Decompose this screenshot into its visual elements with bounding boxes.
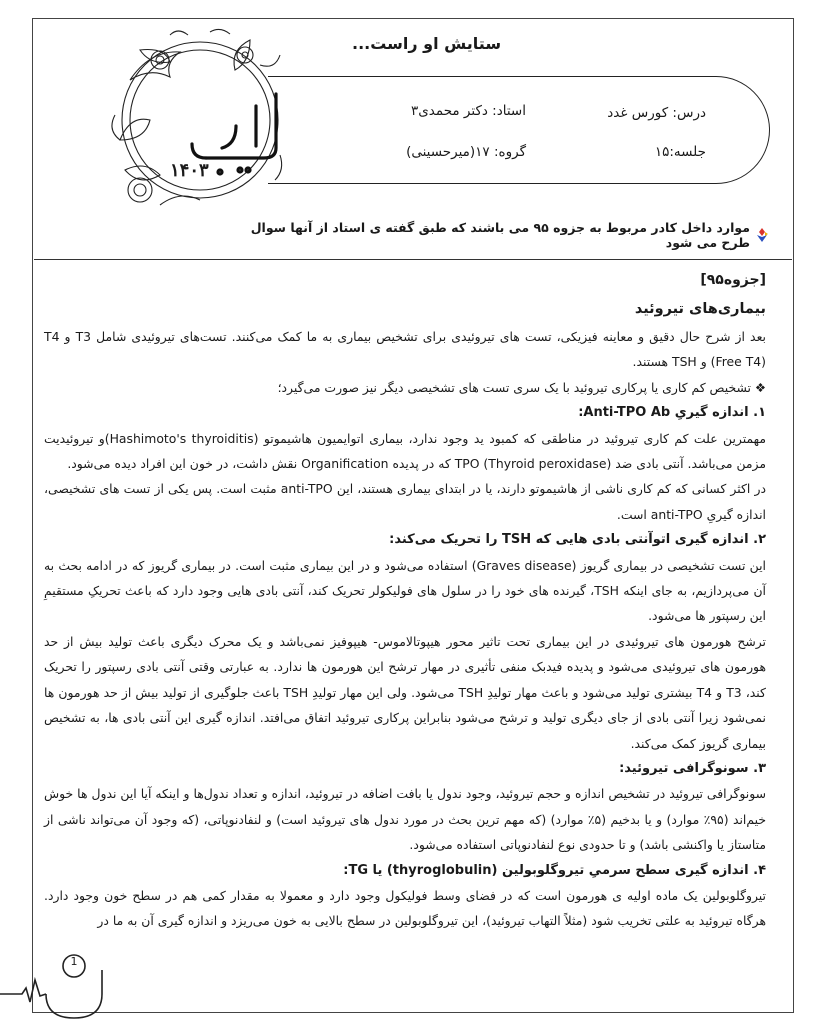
praise-line: ستایش او راست... [352, 34, 502, 53]
group-label: گروه: ۱۷(میرحسینی) [406, 144, 526, 160]
notice-line [228, 220, 768, 250]
booklet-tag: [جزوه۹۵] [700, 272, 766, 288]
heading-ultrasound: ۳. سونوگرافی تیروئید: [619, 760, 766, 776]
course-label: درس: کورس غدد [607, 105, 706, 121]
stethoscope-ecg-icon [0, 950, 120, 1020]
heading-thyroglobulin: ۴. اندازه گیری سطح سرمیِ تیروگلوبولین (thyroglobulin) یا TG: [343, 862, 766, 878]
heading-tsh-antibody: ۲. اندازه گیری اتوآنتی بادی هایی که TSH را تحریک می‌کند: [389, 532, 766, 548]
heading-anti-tpo: ۱. اندازه گیریِ Anti-TPO Ab: [578, 405, 766, 421]
ultrasound-paragraph: سونوگرافی تیروئید در تشخیص اندازه و حجم تیروئید، وجود ندول یا بافت اضافه در تیروئید، اندازه و تعداد ندول‌ها و اینکه آیا این ندول ها خوش خیم‌اند (۹۵٪ موارد) و یا بدخیم (۵٪ موارد) (که مهم ترین بحث در مورد ندول های تیروئید است) و لنفادنوپاتی، (که وجود آن می‌تواند ناشی از متاستاز یا واکنشی باشد) و تا حدودی نوع لنفادنوپاتی استفاده می‌شود. [44, 786, 766, 853]
intro-paragraph: بعد از شرح حال دقیق و معاینه فیزیکی، تست های تیروئیدی برای تشخیص بیماری به ما کمک می‌کنند. تست‌های تیروئیدی شامل T3 و T4 (Free T4) و TSH هستند. [44, 329, 766, 370]
pin-icon [756, 228, 768, 242]
main-content [44, 266, 766, 934]
divider [34, 259, 792, 260]
header-panel [268, 76, 770, 184]
teacher-label: استاد: دکتر محمدی۳ [410, 103, 526, 119]
logo-year: ۱۴۰۳ [170, 160, 209, 181]
section-title: بیماری‌های تیروئید [634, 301, 766, 317]
anti-tpo-paragraph-1: مهمترین علت کم کاری تیروئید در مناطقی که کمبود ید وجود ندارد، بیماری اتوایمیون هاشیموتو (Hashimoto's thyroiditis)و تیروئیدیت مزمن می‌باشد. آنتی بادی ضد TPO (Thyroid peroxidase) که در پدیده Organification نقش داشت، در خون این افراد دیده می‌شود. [44, 430, 766, 472]
anti-tpo-paragraph-2: در اکثر کسانی که کم کاری ناشی از هاشیموتو دارند، یا در ابتدای بیماری هستند، این anti-TPO مثبت است. پس یکی از تست های تشخیصی، اندازه گیریِ anti-TPO است. [44, 481, 766, 522]
tsh-antibody-paragraph-2: ترشح هورمون های تیروئیدی در این بیماری تحت تاثیر محور هیپوتالاموس- هیپوفیز نمی‌باشد و یک محرک دیگری باعث تولید بیش از حد هورمون های تیروئیدی می‌شود و پدیده فیدبک منفی تأثیری در مهار ترشح این هورمون ها ندارد. به عبارتی وقتی آنتی بادی رسپتور را تحریک کند، T3 و T4 بیشتری تولید می‌شود و باعث مهار تولیدِ TSH می‌شود. ولی این مهار تولیدِ TSH باعث جلوگیری از تولید بیش از حد هورمون ها نمی‌شود زیرا آنتی بادی از جای دیگری تولید و ترشح می‌شود بنابراین پرکاری تیروئید اتفاق می‌افتد. اندازه گیری این آنتی بادی ها، به تشخیص بیماری گریوز کمک می‌کند. [44, 633, 766, 751]
thyroglobulin-paragraph: تیروگلوبولین یک ماده اولیه ی هورمون است که در فضای وسط فولیکول وجود دارد و معمولا به مقدار کمی هم در سطح خون وجود دارد. هرگاه تیروئید به علتی تخریب شود (مثلاً التهاب تیروئید)، این تیروگلوبولین در سطح بالایی به خون می‌ریزد و اندازه گیری آن به ما در [44, 887, 766, 929]
notice-text: موارد داخل کادر مربوط به جزوه ۹۵ می باشند که طبق گفته ی استاد از آنها سوال طرح می شود [250, 220, 750, 250]
session-label: جلسه:۱۵ [654, 144, 706, 160]
tsh-antibody-paragraph-1: این تست تشخیصی در بیماری گریوز (Graves disease) استفاده می‌شود و در این بیماری مثبت است. در بیماری گریوز که در ادامه بحث به آن می‌پردازیم، به جای اینکه TSH، گیرنده های خود را در سلول های فولیکولر تحریک کند، آنتی بادی هایی وجود دارد که باعث تحریکِ مستقیمِ این رسپتور ها می‌شود. [44, 557, 767, 624]
page-number: 1 [70, 955, 78, 968]
bullet-paragraph: ❖ تشخیص کم کاری یا پرکاری تیروئید با یک سری تست های تشخیصی دیگر نیز صورت می‌گیرد؛ [277, 379, 766, 395]
